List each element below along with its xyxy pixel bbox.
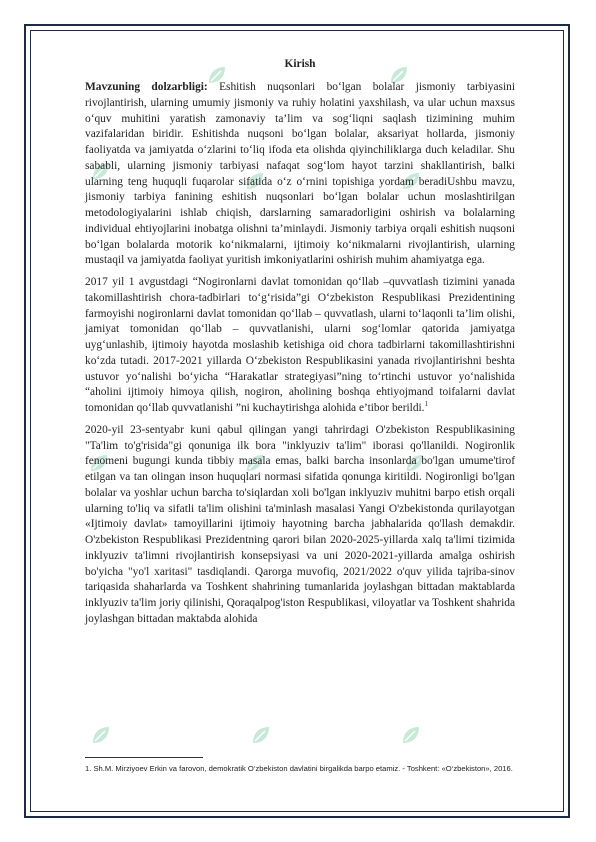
footnote <box>85 763 515 775</box>
paragraph-body: Eshitish nuqsonlari bo‘lgan bolalar jismoniy tarbiyasini rivojlantirish, ularning umumiy jismoniy va ruhiy holatini yaxshilash, va ular uchun maxsus o‘quv muhitini yaratish zamonaviy ta’lim va sog‘liqni saqlash tizimining muhim vazifalaridan biridir. Eshitishda nuqsoni bo‘lgan bolalar, aksariyat hollarda, jismoniy faoliyatda va jamiyatda o‘zlarini to‘liq ifoda eta olishda qiyinchiliklarga duch keladilar. Shu sababli, ularning jismoniy tarbiyasi nafaqat sog‘lom hayot tarzini shakllantirish, balki ularning teng huquqli fuqarolar sifatida o‘z o‘rnini topishiga yordam beradiUshbu mavzu, jismoniy tarbiya fanining eshitish nuqsonlari bo‘lgan bolalar uchun moslashtirilgan metodologiyalarini ishlab chiqish, darslarning samaradorligini oshirish va bolalarning individual ehtiyojlarini inobatga olishni ta’minlaydi. Jismoniy tarbiya orqali eshitish nuqsoni bo‘lgan bolalarda motorik ko‘nikmalarni, ijtimoiy ko‘nikmalarni rivojlantirish, ularning mustaqil va jamiyatda faoliyat yuritish imkoniyatlarini oshirish muhim ahamiyatga ega. <box>85 81 515 267</box>
watermark-leaf-icon <box>250 724 272 746</box>
footnote-reference[interactable]: 1 <box>424 400 429 409</box>
paragraph-relevance <box>85 80 515 269</box>
paragraph-decree-2017 <box>85 275 515 417</box>
paragraph-lead: Mavzuning dolzarbligi: <box>85 81 208 93</box>
paragraph-law-2020: 2020-yil 23-sentyabr kuni qabul qilingan yangi tahrirdagi O'zbekiston Respublikasining "Ta'lim to'g'risida"gi qonuniga ilk bora "inklyuziv ta'lim" iborasi qo'llanildi. Nogironlik fenomeni bugungi kunda tibbiy masala emas, balki barcha insonlarda bo'lgan umume'tirof etilgan va tan olingan inson huquqlari normasi sifatida qonunga kiritildi. Nogironligi bo'lgan bolalar va yoshlar uchun barcha to'siqlardan xoli bo'lgan inklyuziv muhitni barpo etish orqali ularning to'liq va sifatli ta'lim olishini ta'minlash masalasi Yangi O'zbekistonda qurilayotgan «Ijtimoiy davlat» tamoyillarini ijtimoiy hayotning barcha jabhalarida qo'llash demakdir. O'zbekiston Respublikasi Prezidentning qarori bilan 2020-2025-yillarda xalq ta'limi tizimida inklyuziv ta'limni rivojlantirish konsepsiyasi va uni 2020-2021-yillarda amalga oshirish bo'yicha "yo'l xaritasi" tasdiqlandi. Qarorga muvofiq, 2021/2022 o'quv yilida tajriba-sinov tariqasida shaharlarda va Toshkent shahrining tumanlarida joylashgan bittadan maktablarda inklyuziv ta'lim joriy qilinishi, Qoraqalpog'iston Respublikasi, viloyatlar va Toshkent shahrida joylashgan bittadan maktabda alohida <box>85 423 515 625</box>
document-body <box>85 56 515 634</box>
paragraph-body: 2017 yil 1 avgustdagi “Nogironlarni davlat tomonidan qo‘llab –quvvatlash tizimini yanada takomillashtirish chora-tadbirlari to‘g‘risida”gi O‘zbekiston Respublikasi Prezidentining farmoyishi nogironlarni davlat tomonidan qo‘llab – quvvatlash, ularni to‘laqonli ta’lim olishi, jamiyat tomonidan qo‘llab – quvvatlanishi, ularni sog‘lomlar qatorida jamiyatga uyg‘unlashib, ijtimoiy hayotda moslashib ketishiga oid chora tadbirlarni takomillashtirishni ko‘zda tutadi. 2017-2021 yillarda O‘zbekiston Respublikasini yanada rivojlantirishni beshta ustuvor yo‘nalishi bo‘yicha “Harakatlar strategiyasi”ning to‘rtinchi ustuvor yo‘nalishida “aholini ijtimoiy himoya qilish, nogiron, aholining boshqa ehtiyojmand toifalarni davlat tomonidan qo‘llab quvvatlanishi ”ni kuchaytirishga alohida e’tibor berildi. <box>85 276 515 414</box>
watermark-leaf-icon <box>400 724 422 746</box>
footnote-divider <box>85 757 203 758</box>
footnote-text: Sh.M. Mirziyoev Erkin va farovon, demokratik O‘zbekiston davlatini birgalikda barpo etamiz. - Toshkent: «O‘zbekiston», 2016. <box>91 764 513 773</box>
watermark-leaf-icon <box>90 724 112 746</box>
page-title: Kirish <box>284 58 316 70</box>
footnote-mark: 1. <box>85 764 92 773</box>
